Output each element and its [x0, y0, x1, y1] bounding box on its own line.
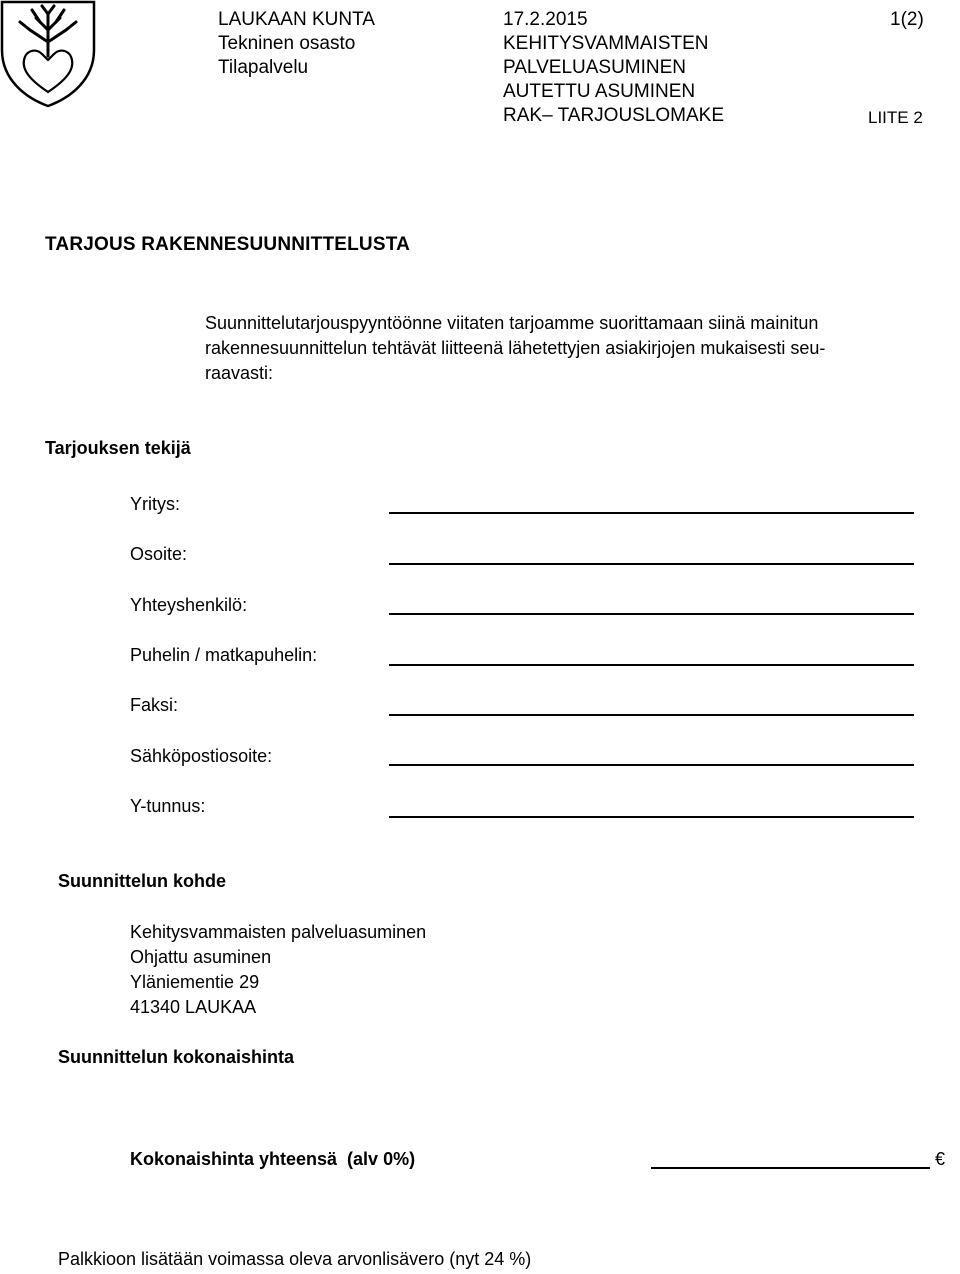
page-number: 1(2)	[890, 9, 924, 30]
attachment-label: LIITE 2	[868, 108, 923, 127]
target-line: Yläniementie 29	[130, 972, 260, 992]
total-price-field[interactable]	[651, 1167, 930, 1169]
target-heading: Suunnittelun kohde	[58, 871, 226, 891]
field-label-phone: Puhelin / matkapuhelin:	[130, 645, 318, 665]
target-line: 41340 LAUKAA	[130, 997, 257, 1017]
company-field[interactable]	[389, 512, 914, 514]
document-date: 17.2.2015	[503, 9, 588, 30]
target-line: Kehitysvammaisten palveluasuminen	[130, 922, 427, 942]
subject-line: KEHITYSVAMMAISTEN	[503, 33, 709, 54]
address-field[interactable]	[389, 563, 914, 565]
business-id-field[interactable]	[389, 816, 914, 818]
page-title: TARJOUS RAKENNESUUNNITTELUSTA	[45, 234, 411, 255]
vat-note: Palkkioon lisätään voimassa oleva arvonlisävero (nyt 24 %)	[58, 1249, 532, 1269]
department: Tekninen osasto	[218, 33, 356, 54]
intro-line: rakennesuunnittelun tehtävät liitteenä lähetettyjen asiakirjojen mukaisesti seu-	[205, 338, 826, 358]
email-field[interactable]	[389, 764, 914, 766]
fax-field[interactable]	[389, 714, 914, 716]
field-label-email: Sähköpostiosoite:	[130, 746, 273, 766]
price-heading: Suunnittelun kokonaishinta	[58, 1047, 295, 1067]
field-label-contact: Yhteyshenkilö:	[130, 595, 248, 615]
intro-line: raavasti:	[205, 363, 274, 383]
currency-symbol: €	[935, 1149, 946, 1169]
laukaa-coat-of-arms-icon	[0, 0, 96, 108]
org-name: LAUKAAN KUNTA	[218, 9, 375, 30]
intro-line: Suunnittelutarjouspyyntöönne viitaten tarjoamme suorittamaan siinä mainitun	[205, 313, 819, 333]
bidder-heading: Tarjouksen tekijä	[45, 438, 191, 458]
total-price-label: Kokonaishinta yhteensä (alv 0%)	[130, 1149, 416, 1169]
target-line: Ohjattu asuminen	[130, 947, 272, 967]
field-label-company: Yritys:	[130, 494, 181, 514]
phone-field[interactable]	[389, 664, 914, 666]
field-label-address: Osoite:	[130, 544, 188, 564]
contact-person-field[interactable]	[389, 613, 914, 615]
field-label-business-id: Y-tunnus:	[130, 796, 206, 816]
field-label-fax: Faksi:	[130, 695, 179, 715]
subject-line: PALVELUASUMINEN	[503, 57, 687, 78]
unit: Tilapalvelu	[218, 57, 309, 78]
subject-line: RAK– TARJOUSLOMAKE	[503, 105, 725, 126]
subject-line: AUTETTU ASUMINEN	[503, 81, 696, 102]
